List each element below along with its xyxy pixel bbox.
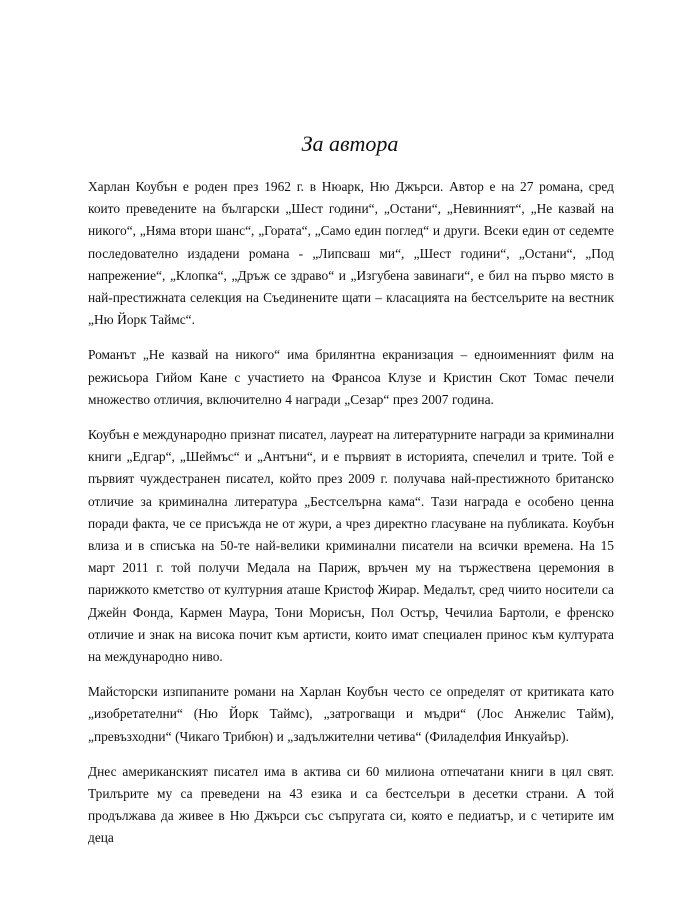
paragraph-critics: Майсторски изпипаните романи на Харлан Коубън често се определят от критиката като „изобретателни“ (Ню Йорк Таймс), „затрогващи и мъдри“ (Лос Анжелис Тайм), „превъзходни“ (Чикаго Трибюн) и „задължителни четива“ (Филаделфия Инкуайър). (88, 684, 614, 744)
paragraph-awards: Коубън е международно признат писател, лауреат на литературните награди за криминални книги „Едгар“, „Шеймъс“ и „Антъни“, и е първият в историята, спечелил и трите. Той е първият чуждестранен писател, който през 2009 г. получава най-престижното британско отличие за криминална литература „Бестселърна кама“. Тази награда е особено ценна поради факта, че се присъжда не от жури, а чрез директно гласуване на публиката. Коубън влиза и в списъка на 50-те най-велики криминални писатели на всички времена. На 15 март 2011 г. той получи Медала на Париж, връчен му на тържествена церемония в парижкото кметство от културния аташе Кристоф Жирар. Медалът, сред чиито носители са Джейн Фонда, Кармен Маура, Тони Морисън, Пол Остър, Чечилиа Бартоли, е френско отличие и знак на висока почит към артисти, които имат специален принос към културата на международно ниво. (88, 427, 614, 665)
page-title: За автора (301, 131, 399, 156)
paragraph-film-adaptation: Романът „Не казвай на никого“ има брилянтна екранизация – едноименният филм на режисьора Гийом Кане с участието на Франсоа Клузе и Кристин Скот Томас печели множество отличия, включително 4 награди „Сезар“ през 2007 година. (88, 347, 614, 407)
paragraph-biography: Харлан Коубън е роден през 1962 г. в Нюарк, Ню Джърси. Автор е на 27 романа, сред които преведените на български „Шест години“, „Остани“, „Невинният“, „Не казвай на никого“, „Няма втори шанс“, „Гората“, „Само един поглед“ и други. Всеки един от седемте последователно издадени романа - „Липсваш ми“, „Шест години“, „Остани“, „Под напрежение“, „Клопка“, „Дръж се здраво“ и „Изгубена завинаги“, е бил на първо място в най-престижната селекция на Съединените щати – класацията на бестселърите на вестник „Ню Йорк Таймс“. (88, 179, 614, 328)
paragraph-today: Днес американският писател има в актива си 60 милиона отпечатани книги в цял свят. Трилърите му са преведени на 43 езика и са бестселъри в десетки страни. А той продължава да живее в Ню Джърси със съпругата си, която е педиатър, и с четирите им деца (88, 763, 614, 846)
document-body (88, 176, 614, 863)
